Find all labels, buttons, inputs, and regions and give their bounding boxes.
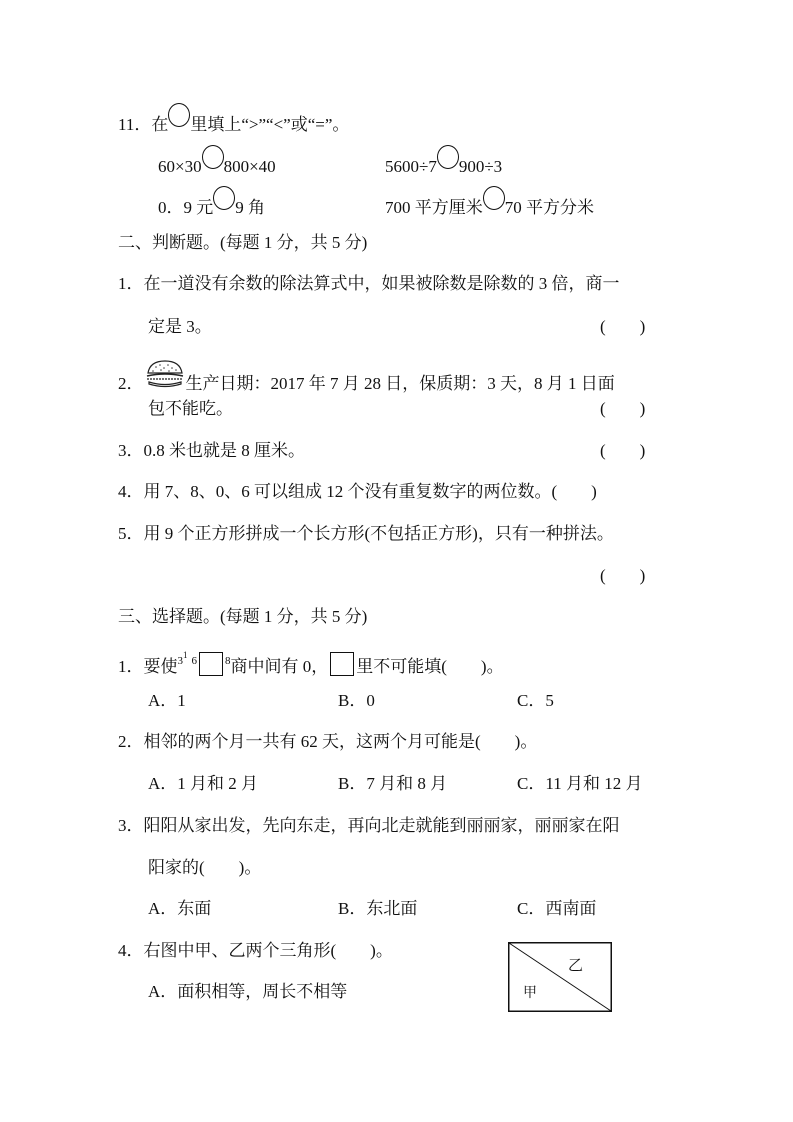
q11-number: 11． <box>118 115 152 134</box>
s2-q1-line2: 定是 3。 <box>148 317 212 336</box>
option-c[interactable]: C．西南面 <box>517 899 597 918</box>
option-b[interactable]: B．0 <box>338 691 375 710</box>
question-text: 要使 <box>143 657 178 676</box>
question-number: 5． <box>118 524 144 543</box>
question-text: 商中间有 0， <box>230 657 329 676</box>
option-a[interactable]: A．1 <box>148 691 186 710</box>
question-text: 生产日期：2017 年 7 月 28 日，保质期：3 天，8 月 1 日面 <box>185 374 615 393</box>
q11-item-1 <box>158 153 276 178</box>
compare-right: 900÷3 <box>458 157 503 176</box>
s3-q4 <box>118 940 393 962</box>
question-text: 里不可能填( )。 <box>356 657 504 676</box>
question-number: 1． <box>118 657 144 676</box>
s2-q5 <box>118 523 614 545</box>
bread-icon <box>144 359 186 389</box>
compare-left: 700 平方厘米 <box>385 198 483 217</box>
compare-circle-input[interactable] <box>437 145 459 169</box>
answer-blank[interactable]: ( ) <box>600 317 646 336</box>
question-text: 相邻的两个月一共有 62 天，这两个月可能是( )。 <box>143 732 538 751</box>
option-c[interactable]: C．11 月和 12 月 <box>517 774 643 793</box>
triangle-figure <box>508 942 612 1012</box>
question-number: 3． <box>118 441 144 460</box>
question-number: 4． <box>118 941 144 960</box>
option-b[interactable]: B．7 月和 8 月 <box>338 774 448 793</box>
question-number: 1． <box>118 274 144 293</box>
s2-q3 <box>118 440 305 462</box>
dividend-digit: 8 <box>225 655 231 667</box>
q11-heading <box>118 111 349 136</box>
q11-item-3 <box>158 194 265 219</box>
question-text: 用 9 个正方形拼成一个长方形(不包括正方形)，只有一种拼法。 <box>143 524 614 543</box>
question-text: 在一道没有余数的除法算式中，如果被除数是除数的 3 倍，商一 <box>143 274 620 293</box>
option-b[interactable]: B．东北面 <box>338 899 418 918</box>
digit-box-input[interactable] <box>199 652 223 676</box>
circle-blank-icon <box>168 103 190 127</box>
compare-left: 60×30 <box>158 157 202 176</box>
compare-left: 5600÷7 <box>385 157 437 176</box>
s3-q1 <box>118 652 504 680</box>
option-a[interactable]: A．东面 <box>148 899 212 918</box>
label-jia: 甲 <box>523 985 537 1001</box>
question-text: 阳阳从家出发，先向东走，再向北走就能到丽丽家，丽丽家在阳 <box>143 816 620 835</box>
question-number: 4． <box>118 482 144 501</box>
q11-item-4 <box>385 194 594 219</box>
s2-q2-line2: 包不能吃。 <box>148 399 233 418</box>
q11-prefix: 在 <box>151 115 169 134</box>
section3-title: 三、选择题。(每题 1 分，共 5 分) <box>118 607 368 626</box>
dividend-digit: 6 <box>191 655 197 667</box>
compare-right: 9 角 <box>235 198 265 217</box>
divisor: 3 <box>177 655 183 667</box>
q11-item-2 <box>385 153 502 178</box>
s2-q2-line1 <box>118 365 615 395</box>
digit-box-icon <box>330 652 354 676</box>
s2-q1-line1 <box>118 273 620 295</box>
answer-blank[interactable]: ( ) <box>600 441 646 460</box>
answer-blank[interactable]: ( ) <box>600 566 646 585</box>
s3-q3-line1 <box>118 815 620 837</box>
compare-right: 800×40 <box>223 157 276 176</box>
s3-q2 <box>118 731 537 753</box>
section2-title: 二、判断题。(每题 1 分，共 5 分) <box>118 233 368 252</box>
compare-circle-input[interactable] <box>213 186 235 210</box>
option-a[interactable]: A．面积相等，周长不相等 <box>148 982 348 1001</box>
question-text: 用 7、8、0、6 可以组成 12 个没有重复数字的两位数。 <box>143 482 552 501</box>
question-text: 右图中甲、乙两个三角形( )。 <box>143 941 393 960</box>
s3-q3-line2: 阳家的( )。 <box>148 858 262 877</box>
option-a[interactable]: A．1 月和 2 月 <box>148 774 259 793</box>
division-bracket-mark: 1 <box>183 650 188 660</box>
compare-circle-input[interactable] <box>483 186 505 210</box>
answer-blank[interactable]: ( ) <box>551 482 597 501</box>
question-text: 0.8 米也就是 8 厘米。 <box>143 441 305 460</box>
option-c[interactable]: C．5 <box>517 691 554 710</box>
q11-suffix: 里填上“>”“<”或“=”。 <box>190 115 350 134</box>
question-number: 2． <box>118 732 144 751</box>
compare-circle-input[interactable] <box>202 145 224 169</box>
label-yi: 乙 <box>568 956 584 974</box>
compare-left: 0．9 元 <box>158 198 214 217</box>
compare-right: 70 平方分米 <box>504 198 594 217</box>
question-number: 3． <box>118 816 144 835</box>
answer-blank[interactable]: ( ) <box>600 399 646 418</box>
s2-q4 <box>118 481 597 503</box>
question-number: 2． <box>118 374 144 393</box>
